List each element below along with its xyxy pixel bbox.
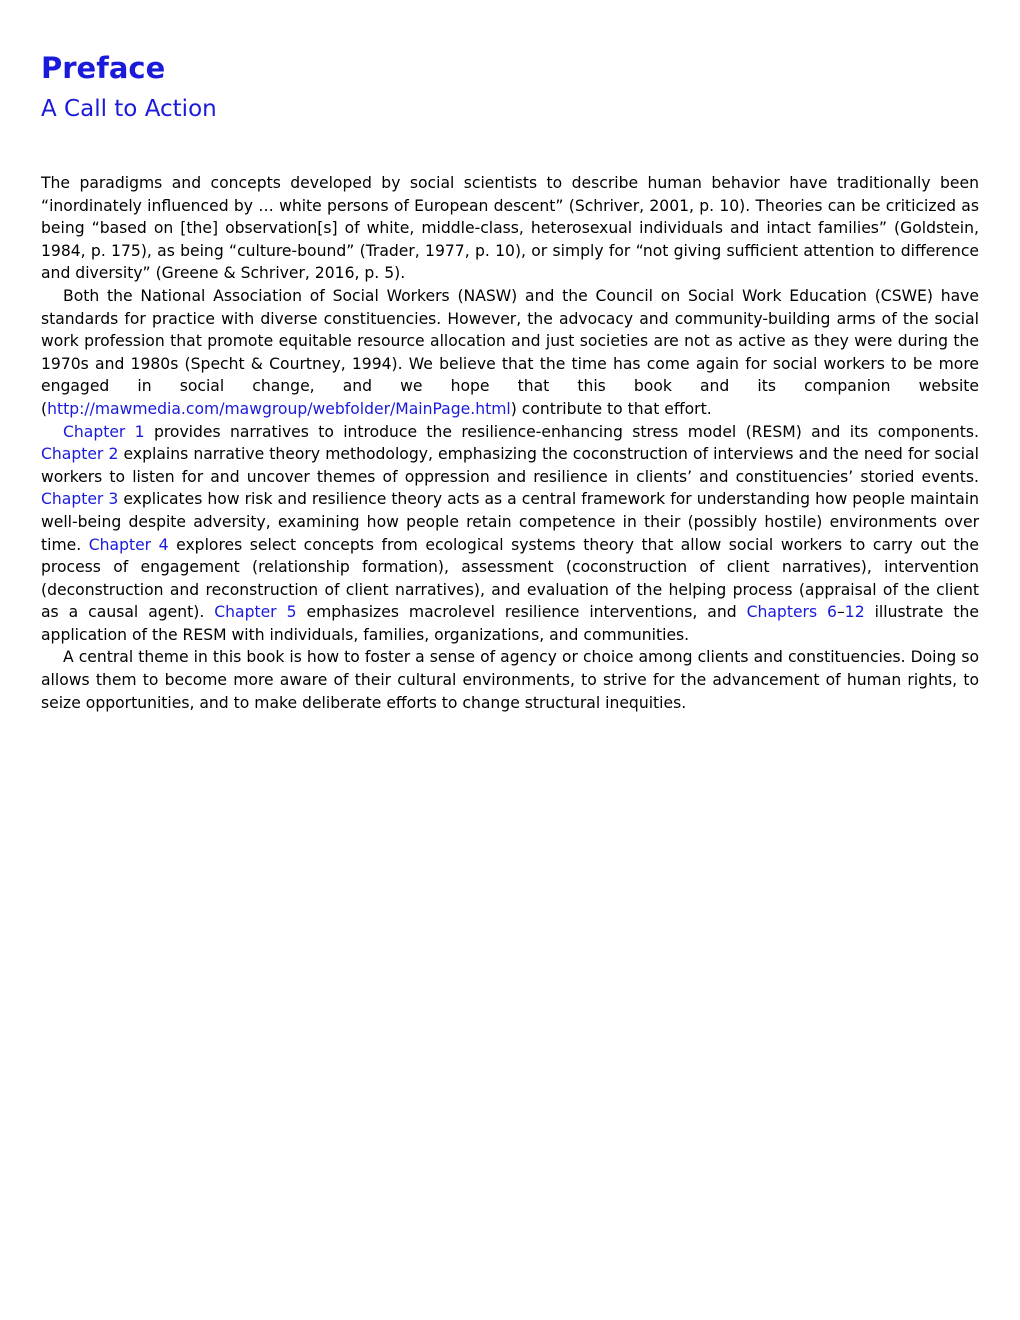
paragraph-2-text-before: Both the National Association of Social Workers (NASW) and the Council on Social Work Education (CSWE) have standards for practice with diverse constituencies. However, the advocacy and community-building arms of the social work profession that promote equitable resource allocation and just societies are not as active as they were during the 1970s and 1980s (Specht & Courtney, 1994). We believe that the time has come again for social workers to be more engaged in social change, and we hope that this book and its companion website (: [41, 286, 979, 418]
paragraph-1: [41, 172, 979, 285]
paragraph-3-text-5: emphasizes macrolevel resilience interventions, and: [296, 603, 747, 622]
companion-website-link[interactable]: http://mawmedia.com/mawgroup/webfolder/MainPage.html: [47, 399, 511, 418]
paragraph-2: [41, 285, 979, 421]
chapter-4-link[interactable]: Chapter 4: [88, 535, 169, 554]
paragraph-3-text-2: explains narrative theory methodology, emphasizing the coconstruction of interviews and the need for social workers to listen for and uncover themes of oppression and resilience in clients’ and constituencies’ storied events.: [41, 445, 979, 486]
chapter-5-link[interactable]: Chapter 5: [214, 603, 297, 622]
page-title: Preface: [41, 51, 166, 85]
chapter-2-link[interactable]: Chapter 2: [41, 445, 119, 464]
paragraph-3-text-4: explores select concepts from ecological systems theory that allow social workers to carry out the process of engagement (relationship formation), assessment (coconstruction of client narratives), intervention (deconstruction and reconstruction of client narratives), and evaluation of the helping process (appraisal of the client as a causal agent).: [41, 535, 980, 622]
paragraph-3-text-1: provides narratives to introduce the resilience-enhancing stress model (RESM) and its components.: [144, 422, 979, 441]
paragraph-4: [41, 646, 979, 714]
paragraph-3-text-3: explicates how risk and resilience theory acts as a central framework for understanding how people maintain well-being despite adversity, examining how people retain competence in their (possibly hostile) environments over time.: [41, 490, 979, 554]
paragraph-1-text: The paradigms and concepts developed by social scientists to describe human behavior have traditionally been “inordinately influenced by … white persons of European descent” (Schriver, 2001, p. 10). Theories can be criticized as being “based on [the] observation[s] of white, middle-class, heterosexual individuals and intact families” (Goldstein, 1984, p. 175), as being “culture-bound” (Trader, 1977, p. 10), or simply for “not giving sufficient attention to difference and diversity” (Greene & Schriver, 2016, p. 5).: [41, 174, 979, 283]
paragraph-3: [41, 421, 979, 647]
chapter-range-dash: –: [836, 603, 845, 622]
paragraph-4-text: A central theme in this book is how to foster a sense of agency or choice among clients and constituencies. Doing so allows them to become more aware of their cultural environments, to strive for the advancement of human rights, to seize opportunities, and to make deliberate efforts to change structural inequities.: [41, 648, 979, 712]
chapter-1-link[interactable]: Chapter 1: [63, 422, 145, 441]
chapter-3-link[interactable]: Chapter 3: [41, 490, 119, 509]
body-text: [41, 172, 979, 714]
page-subtitle: A Call to Action: [41, 96, 217, 122]
paragraph-3-text-6: illustrate the application of the RESM with individuals, families, organizations, and communities.: [41, 603, 979, 644]
chapter-6-link[interactable]: Chapters 6: [746, 603, 837, 622]
paragraph-2-text-after: ) contribute to that effort.: [510, 399, 712, 418]
chapter-12-link[interactable]: 12: [844, 603, 865, 622]
